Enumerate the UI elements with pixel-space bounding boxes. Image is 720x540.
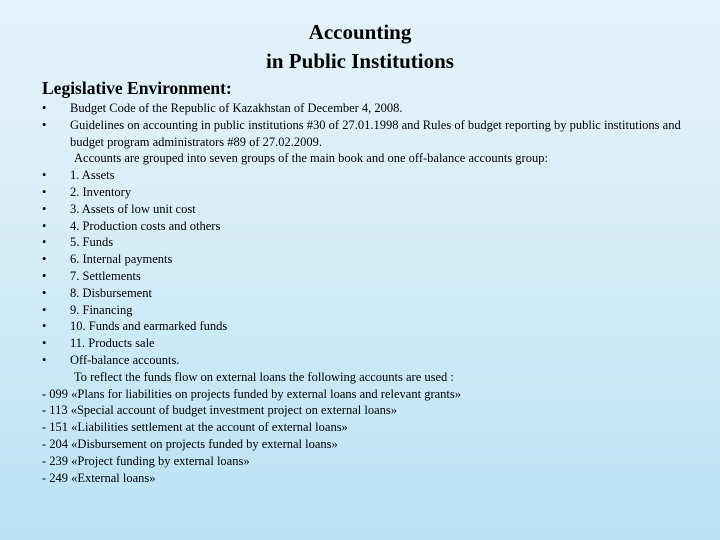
group-item: • Off-balance accounts.: [42, 352, 180, 367]
group-item: • 9. Financing: [42, 302, 133, 317]
group-item: • 8. Disbursement: [42, 285, 152, 300]
group-item: • 4. Production costs and others: [42, 218, 221, 233]
title-line-1: Accounting: [308, 20, 412, 44]
loan-account-line: - 239 «Project funding by external loans»: [42, 453, 250, 468]
bullet-icon: •: [42, 319, 47, 334]
group-item: • 5. Funds: [42, 235, 114, 250]
title-line-2: in Public Institutions: [266, 49, 454, 73]
loan-account-line: - 099 «Plans for liabilities on projects funded by external loans and relevant grants»: [42, 386, 461, 401]
bullet-icon: •: [42, 302, 47, 317]
bullet-icon: •: [42, 218, 47, 233]
legal-item: • Guidelines on accounting in public institutions #30 of 27.01.1998 and Rules of budget reporting by public institutions and budget program administrators #89 of 27.02.2009.: [42, 117, 681, 149]
bullet-icon: •: [42, 117, 47, 132]
group-item: • 1. Assets: [42, 168, 115, 183]
loan-account-line: - 113 «Special account of budget investment project on external loans»: [42, 403, 397, 418]
loan-account-line: - 151 «Liabilities settlement at the account of external loans»: [42, 420, 348, 435]
slide-body: [42, 100, 692, 486]
groups-intro: Accounts are grouped into seven groups of the main book and one off-balance accounts group:: [74, 151, 548, 166]
bullet-icon: •: [42, 285, 47, 300]
bullet-icon: •: [42, 235, 47, 250]
bullet-icon: •: [42, 201, 47, 216]
group-item: • 7. Settlements: [42, 268, 141, 283]
loan-account-line: - 249 «External loans»: [42, 470, 156, 485]
section-heading: Legislative Environment:: [42, 78, 232, 98]
legal-item: • Budget Code of the Republic of Kazakhstan of December 4, 2008.: [42, 101, 403, 115]
slide-title: [0, 18, 720, 76]
bullet-icon: •: [42, 168, 47, 183]
loans-intro: To reflect the funds flow on external loans the following accounts are used :: [74, 369, 454, 384]
bullet-icon: •: [42, 336, 47, 351]
group-item: • 10. Funds and earmarked funds: [42, 319, 228, 334]
bullet-icon: •: [42, 352, 47, 367]
group-item: • 6. Internal payments: [42, 252, 173, 267]
loan-account-line: - 204 «Disbursement on projects funded by external loans»: [42, 436, 338, 451]
group-item: • 11. Products sale: [42, 336, 155, 351]
group-item: • 3. Assets of low unit cost: [42, 201, 196, 216]
bullet-icon: •: [42, 184, 47, 199]
bullet-icon: •: [42, 268, 47, 283]
group-item: • 2. Inventory: [42, 184, 132, 199]
bullet-icon: •: [42, 101, 47, 115]
bullet-icon: •: [42, 252, 47, 267]
